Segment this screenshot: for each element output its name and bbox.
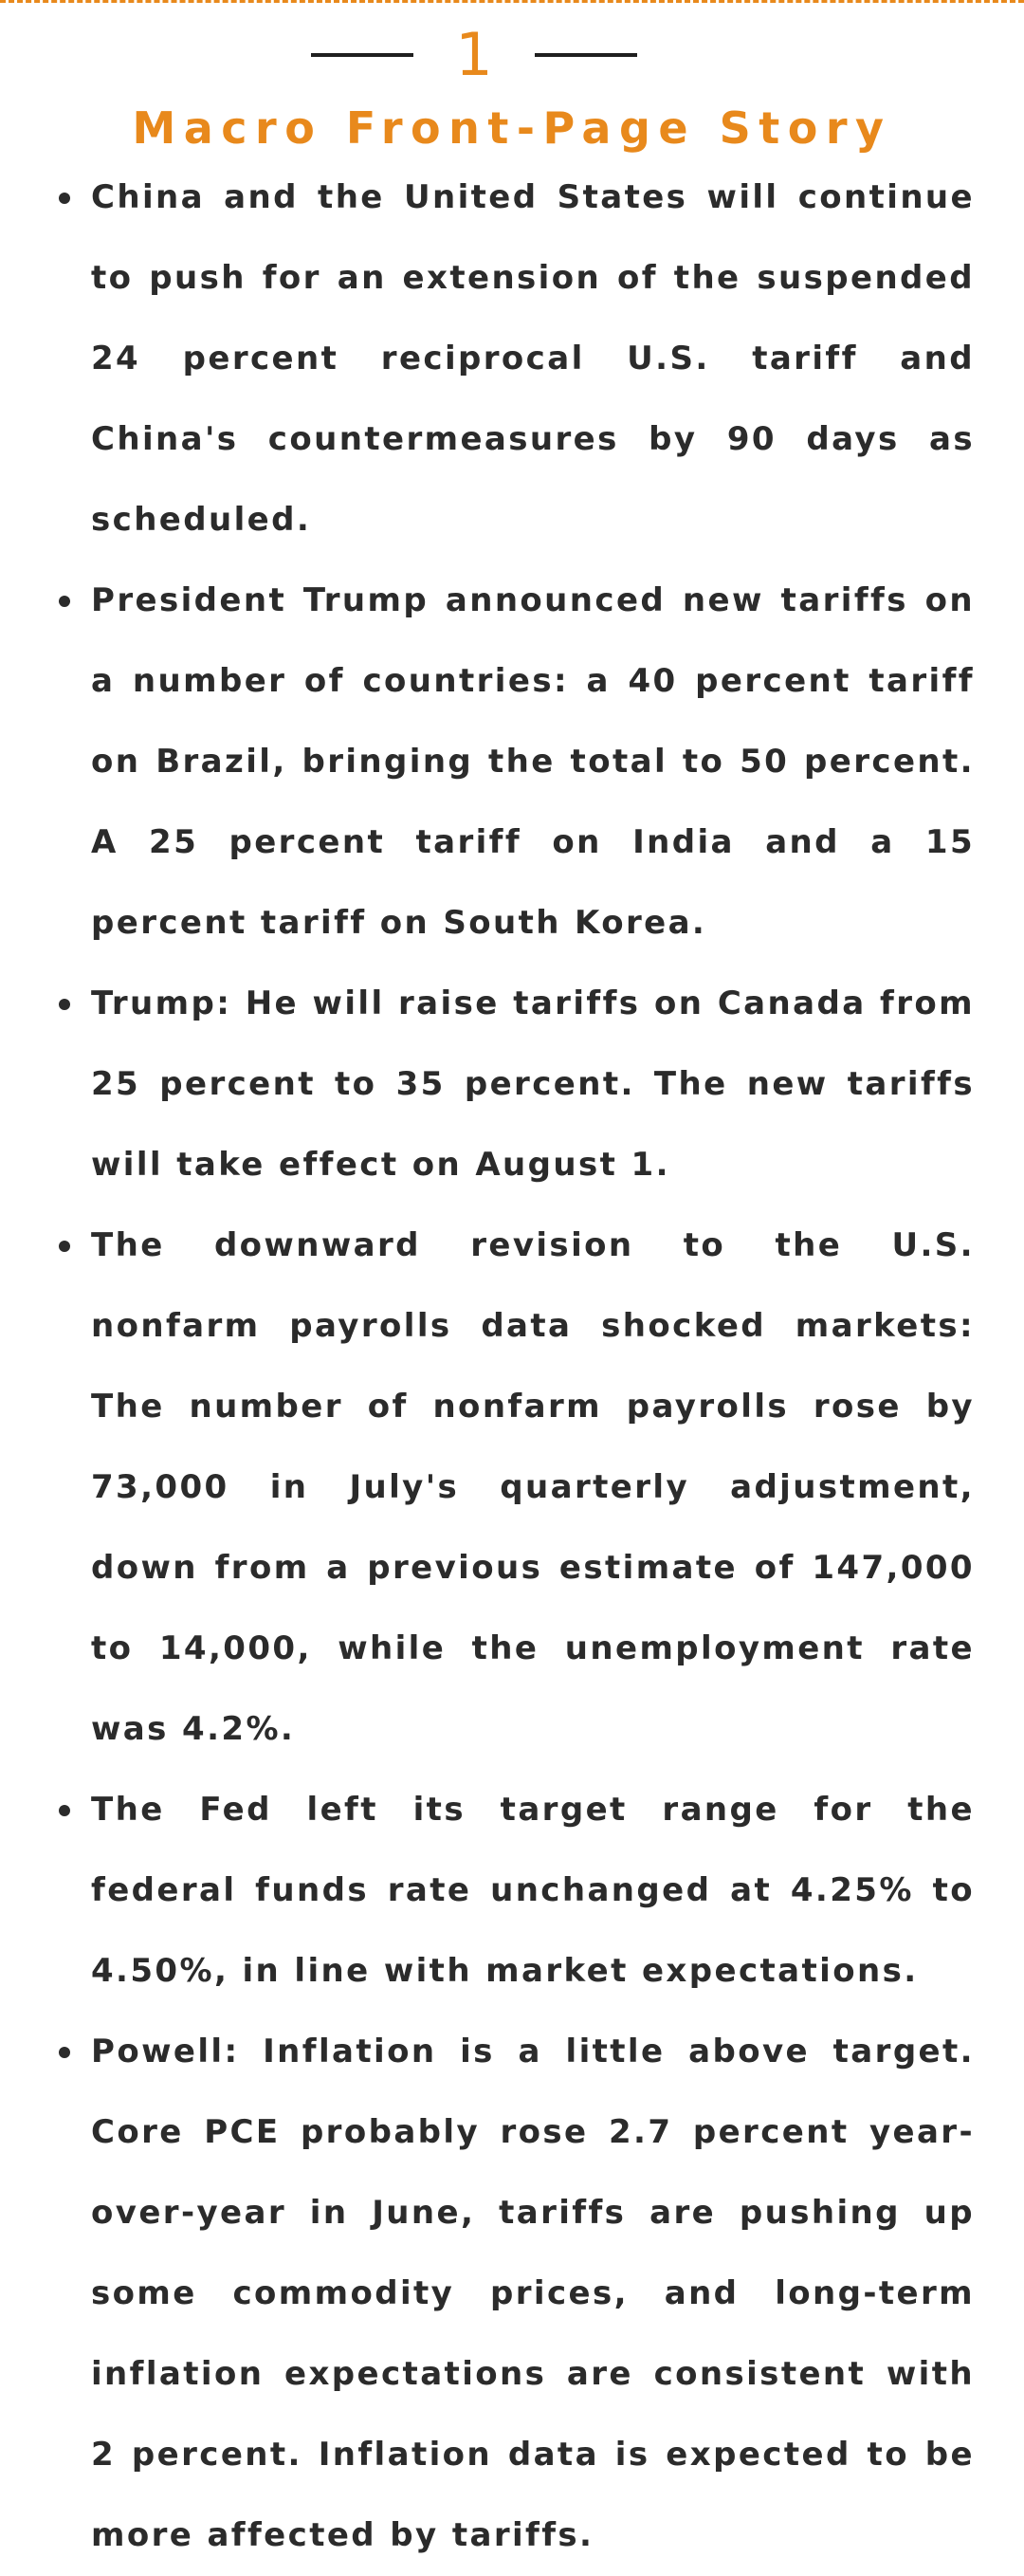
- story-item: [91, 157, 975, 561]
- bullet-icon: [59, 1241, 70, 1252]
- story-text: China and the United States will continue to push for an extension of the suspended 24 percent reciprocal U.S. tariff and China's countermeasures by 90 days as scheduled.: [91, 178, 975, 539]
- story-text: Trump: He will raise tariffs on Canada from 25 percent to 35 percent. The new tariffs will take effect on August 1.: [91, 984, 975, 1184]
- story-item: [91, 964, 975, 1205]
- story-item: [91, 1205, 975, 1770]
- section-title: Macro Front-Page Story: [132, 102, 892, 154]
- story-text: Powell: Inflation is a little above target. Core PCE probably rose 2.7 percent year-over-year in June, tariffs are pushing up some commodity prices, and long-term inflation expectations are consistent with 2 percent. Inflation data is expected to be more affected by tariffs.: [91, 2033, 975, 2554]
- story-item: [91, 2012, 975, 2576]
- bullet-icon: [59, 596, 70, 607]
- section-number: 1: [455, 20, 493, 89]
- story-text: President Trump announced new tariffs on a number of countries: a 40 percent tariff on Brazil, bringing the total to 50 percent. A 25 percent tariff on India and a 15 percent tariff on South Korea.: [91, 581, 975, 942]
- top-dashed-border: [0, 0, 1024, 3]
- story-list: [91, 157, 975, 2576]
- story-text: The downward revision to the U.S. nonfarm payrolls data shocked markets: The number of nonfarm payrolls rose by 73,000 in July's quarterly adjustment, down from a previous estimate of 147,000 to 14,000, while the unemployment rate was 4.2%.: [91, 1226, 975, 1748]
- bullet-icon: [59, 2047, 70, 2058]
- story-item: [91, 561, 975, 964]
- bullet-icon: [59, 193, 70, 204]
- bullet-icon: [59, 999, 70, 1010]
- story-text: The Fed left its target range for the federal funds rate unchanged at 4.25% to 4.50%, in line with market expectations.: [91, 1791, 975, 1990]
- left-header-rule: [311, 53, 413, 57]
- section-header: [0, 17, 948, 93]
- right-header-rule: [535, 53, 637, 57]
- bullet-icon: [59, 1805, 70, 1816]
- story-item: [91, 1770, 975, 2012]
